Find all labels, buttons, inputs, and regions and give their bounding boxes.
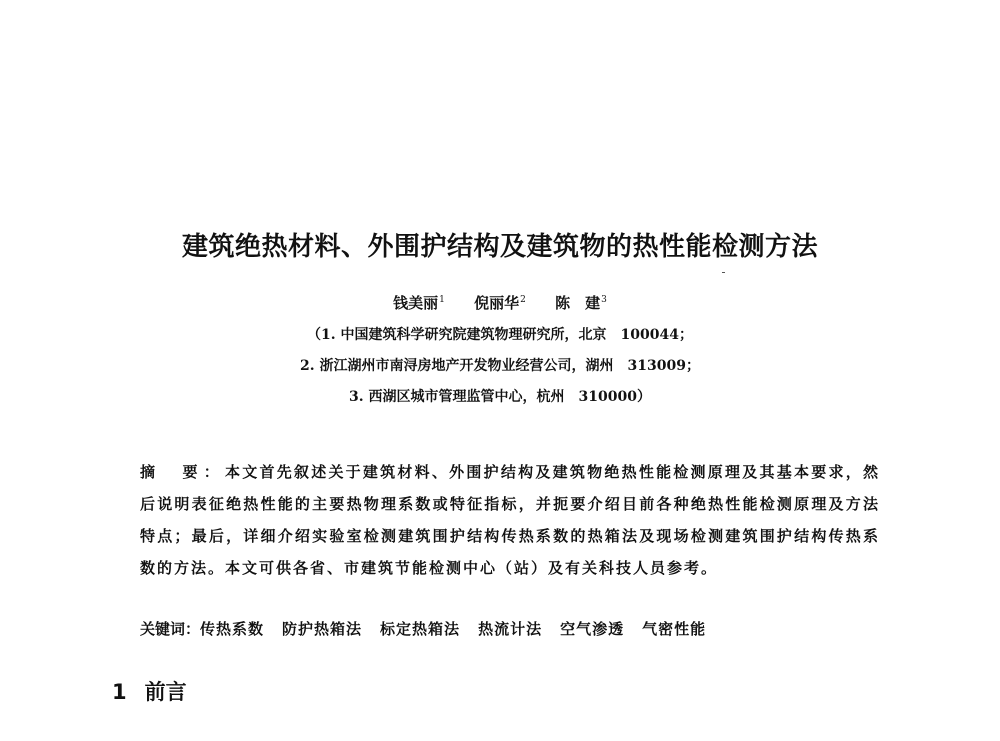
- abstract: [140, 456, 880, 584]
- keywords-label: 关键词：: [140, 620, 201, 638]
- affiliation: （1. 中国建筑科学研究院建筑物理研究所，北京 100044；: [307, 327, 693, 343]
- keyword: 防护热箱法: [282, 620, 363, 638]
- author-name: 倪丽华: [474, 294, 520, 312]
- affiliation: 2. 浙江湖州市南浔房地产开发物业经营公司，湖州 313009；: [300, 358, 700, 374]
- author: [555, 292, 607, 313]
- keyword: 热流计法: [478, 620, 543, 638]
- abstract-label: 摘 要：: [140, 463, 225, 481]
- scan-speck: [722, 272, 725, 273]
- author-affiliation-mark: 3: [601, 295, 607, 305]
- affiliation: 3. 西湖区城市管理监管中心，杭州 310000）: [349, 389, 651, 405]
- author-list: [0, 292, 1000, 313]
- section-heading: [112, 676, 187, 706]
- author-name: 陈 建: [555, 294, 601, 312]
- section-title: 前言: [144, 680, 187, 704]
- author: [393, 292, 445, 313]
- keyword: 气密性能: [642, 620, 707, 638]
- abstract-text: 本文首先叙述关于建筑材料、外围护结构及建筑物绝热性能检测原理及其基本要求，然后说明表征绝热性能的主要热物理系数或特征指标，并扼要介绍目前各种绝热性能检测原理及方法特点；最后，详细介绍实验室检测建筑围护结构传热系数的热箱法及现场检测建筑围护结构传热系数的方法。本文可供各省、市建筑节能检测中心（站）及有关科技人员参考。: [140, 463, 880, 577]
- paper-title: 建筑绝热材料、外围护结构及建筑物的热性能检测方法: [181, 232, 818, 262]
- author-affiliation-mark: 1: [439, 295, 445, 305]
- author-affiliation-mark: 2: [520, 295, 526, 305]
- author-name: 钱美丽: [393, 294, 439, 312]
- section-number: 1: [112, 680, 127, 704]
- keyword: 传热系数: [200, 620, 265, 638]
- author: [474, 292, 526, 313]
- keyword: 空气渗透: [560, 620, 625, 638]
- keyword: 标定热箱法: [380, 620, 461, 638]
- keywords: [140, 618, 880, 639]
